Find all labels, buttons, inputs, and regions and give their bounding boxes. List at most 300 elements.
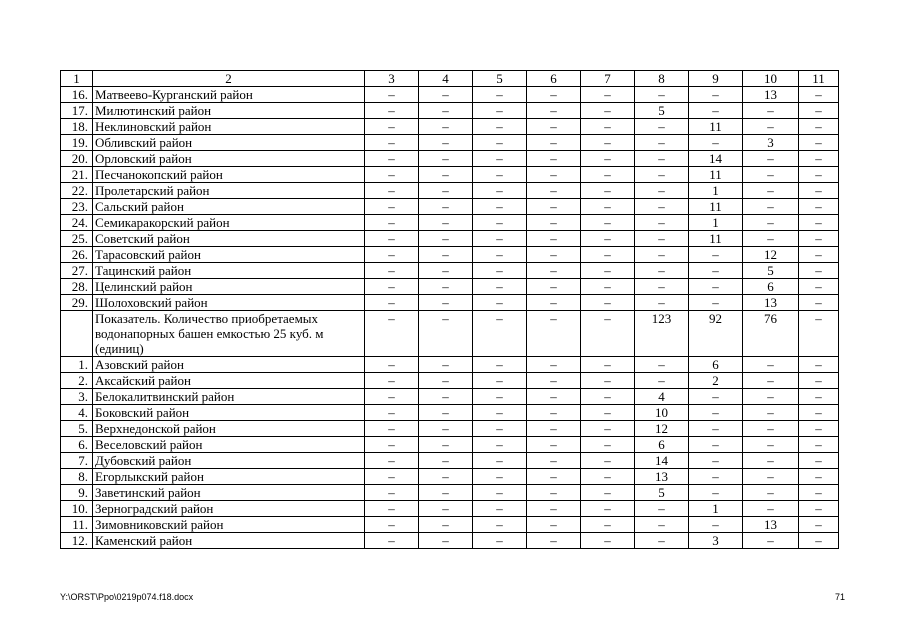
value-cell: – (689, 247, 743, 263)
table-row (61, 167, 839, 183)
value-cell: – (527, 453, 581, 469)
value-cell: – (527, 231, 581, 247)
indicator-row (61, 311, 839, 357)
value-cell: – (581, 357, 635, 373)
value-cell: – (635, 357, 689, 373)
value-cell: – (799, 263, 839, 279)
value-cell: – (419, 119, 473, 135)
value-cell: – (527, 389, 581, 405)
value-cell: – (473, 405, 527, 421)
value-cell: – (419, 263, 473, 279)
value-cell: – (689, 517, 743, 533)
value-cell: – (689, 279, 743, 295)
value-cell: – (635, 135, 689, 151)
value-cell: – (473, 167, 527, 183)
value-cell: 10 (635, 405, 689, 421)
value-cell: 76 (743, 311, 799, 357)
table-row (61, 279, 839, 295)
value-cell: – (743, 421, 799, 437)
row-number: 10. (61, 501, 93, 517)
table-row (61, 183, 839, 199)
value-cell: – (743, 231, 799, 247)
value-cell: – (365, 405, 419, 421)
value-cell: – (365, 311, 419, 357)
value-cell: – (365, 199, 419, 215)
value-cell: – (635, 215, 689, 231)
value-cell: 14 (635, 453, 689, 469)
value-cell: 13 (743, 87, 799, 103)
value-cell: – (581, 103, 635, 119)
value-cell: – (473, 437, 527, 453)
value-cell: 2 (689, 373, 743, 389)
value-cell: – (799, 103, 839, 119)
value-cell: – (473, 453, 527, 469)
district-name: Матвеево-Курганский район (93, 87, 365, 103)
value-cell: – (473, 215, 527, 231)
value-cell: 13 (743, 517, 799, 533)
row-number: 19. (61, 135, 93, 151)
value-cell: – (365, 485, 419, 501)
value-cell: – (635, 183, 689, 199)
value-cell: – (689, 437, 743, 453)
value-cell: – (581, 151, 635, 167)
value-cell: – (581, 453, 635, 469)
value-cell: – (527, 279, 581, 295)
district-name: Заветинский район (93, 485, 365, 501)
row-number: 5. (61, 421, 93, 437)
value-cell: – (581, 215, 635, 231)
value-cell: – (419, 357, 473, 373)
value-cell: – (419, 389, 473, 405)
value-cell: – (527, 373, 581, 389)
value-cell: – (581, 247, 635, 263)
value-cell: – (799, 231, 839, 247)
value-cell: – (635, 151, 689, 167)
value-cell: – (527, 183, 581, 199)
value-cell: – (527, 357, 581, 373)
value-cell: – (743, 501, 799, 517)
value-cell: – (743, 485, 799, 501)
header-cell: 3 (365, 71, 419, 87)
data-table (60, 70, 839, 549)
value-cell: – (799, 199, 839, 215)
value-cell: – (365, 357, 419, 373)
value-cell: – (635, 167, 689, 183)
value-cell: – (799, 517, 839, 533)
district-name: Шолоховский район (93, 295, 365, 311)
district-name: Зерноградский район (93, 501, 365, 517)
table-row (61, 517, 839, 533)
value-cell: – (581, 231, 635, 247)
value-cell: – (689, 263, 743, 279)
value-cell: – (581, 135, 635, 151)
table-row (61, 135, 839, 151)
district-name: Егорлыкский район (93, 469, 365, 485)
value-cell: – (689, 389, 743, 405)
table-row (61, 357, 839, 373)
district-name: Верхнедонской район (93, 421, 365, 437)
value-cell: 1 (689, 215, 743, 231)
value-cell: – (473, 357, 527, 373)
value-cell: – (419, 87, 473, 103)
value-cell: – (365, 183, 419, 199)
value-cell: – (799, 87, 839, 103)
value-cell: 11 (689, 199, 743, 215)
value-cell: – (581, 295, 635, 311)
table-row (61, 263, 839, 279)
value-cell: 13 (743, 295, 799, 311)
table-row (61, 119, 839, 135)
table-row (61, 485, 839, 501)
header-cell: 7 (581, 71, 635, 87)
value-cell: – (743, 199, 799, 215)
value-cell: – (635, 517, 689, 533)
value-cell: – (419, 231, 473, 247)
value-cell: – (689, 295, 743, 311)
value-cell: – (365, 437, 419, 453)
value-cell: – (419, 247, 473, 263)
value-cell: – (799, 389, 839, 405)
value-cell: – (419, 405, 473, 421)
value-cell: – (635, 247, 689, 263)
value-cell: – (799, 421, 839, 437)
value-cell: – (635, 199, 689, 215)
value-cell: – (473, 389, 527, 405)
table-row (61, 215, 839, 231)
value-cell: – (473, 263, 527, 279)
district-name: Зимовниковский район (93, 517, 365, 533)
row-number: 27. (61, 263, 93, 279)
district-name: Сальский район (93, 199, 365, 215)
table-row (61, 87, 839, 103)
value-cell: – (365, 453, 419, 469)
value-cell: – (365, 533, 419, 549)
value-cell: – (419, 373, 473, 389)
value-cell: – (419, 199, 473, 215)
value-cell: – (799, 247, 839, 263)
value-cell: – (527, 119, 581, 135)
value-cell: – (473, 183, 527, 199)
row-number: 3. (61, 389, 93, 405)
value-cell: – (365, 167, 419, 183)
value-cell: – (419, 469, 473, 485)
value-cell: – (473, 151, 527, 167)
value-cell: – (527, 405, 581, 421)
value-cell: – (799, 533, 839, 549)
value-cell: – (365, 87, 419, 103)
district-name: Семикаракорский район (93, 215, 365, 231)
table-row (61, 389, 839, 405)
header-cell: 5 (473, 71, 527, 87)
row-number: 8. (61, 469, 93, 485)
table-row (61, 533, 839, 549)
value-cell: – (635, 533, 689, 549)
value-cell: – (581, 311, 635, 357)
value-cell: – (743, 405, 799, 421)
value-cell: – (527, 501, 581, 517)
table-row (61, 405, 839, 421)
value-cell: – (799, 311, 839, 357)
footer-file-path: Y:\ORST\Ppo\0219p074.f18.docx (60, 592, 194, 602)
value-cell: – (419, 135, 473, 151)
district-name: Дубовский район (93, 453, 365, 469)
value-cell: – (689, 421, 743, 437)
value-cell: – (365, 517, 419, 533)
value-cell: 14 (689, 151, 743, 167)
district-name: Белокалитвинский район (93, 389, 365, 405)
row-number: 4. (61, 405, 93, 421)
value-cell: 5 (635, 485, 689, 501)
value-cell: 11 (689, 167, 743, 183)
value-cell: 1 (689, 183, 743, 199)
value-cell: – (473, 103, 527, 119)
value-cell: – (365, 103, 419, 119)
value-cell: – (527, 135, 581, 151)
value-cell: – (527, 167, 581, 183)
table-row (61, 247, 839, 263)
value-cell: – (527, 517, 581, 533)
row-number: 12. (61, 533, 93, 549)
value-cell: – (581, 533, 635, 549)
value-cell: 4 (635, 389, 689, 405)
row-number: 18. (61, 119, 93, 135)
value-cell: – (527, 437, 581, 453)
value-cell: 5 (743, 263, 799, 279)
value-cell: 6 (689, 357, 743, 373)
table-row (61, 501, 839, 517)
value-cell: – (365, 135, 419, 151)
district-name: Боковский район (93, 405, 365, 421)
value-cell: – (365, 469, 419, 485)
value-cell: – (419, 167, 473, 183)
value-cell: – (473, 501, 527, 517)
value-cell: – (473, 533, 527, 549)
table-row (61, 231, 839, 247)
value-cell: – (419, 437, 473, 453)
table-row (61, 199, 839, 215)
value-cell: – (743, 119, 799, 135)
value-cell: – (365, 263, 419, 279)
value-cell: – (635, 373, 689, 389)
value-cell: – (365, 279, 419, 295)
value-cell: – (799, 469, 839, 485)
value-cell: – (419, 103, 473, 119)
value-cell: – (419, 501, 473, 517)
value-cell: – (799, 183, 839, 199)
value-cell: – (799, 501, 839, 517)
value-cell: – (419, 453, 473, 469)
value-cell: – (473, 517, 527, 533)
district-name: Веселовский район (93, 437, 365, 453)
value-cell: – (689, 135, 743, 151)
value-cell: – (799, 279, 839, 295)
value-cell: – (581, 119, 635, 135)
value-cell: – (473, 279, 527, 295)
value-cell: – (799, 215, 839, 231)
value-cell: – (581, 183, 635, 199)
row-number: 24. (61, 215, 93, 231)
value-cell: – (689, 103, 743, 119)
value-cell: – (581, 87, 635, 103)
value-cell: – (743, 357, 799, 373)
value-cell: – (473, 469, 527, 485)
value-cell: 12 (743, 247, 799, 263)
row-number: 16. (61, 87, 93, 103)
value-cell: – (581, 469, 635, 485)
header-cell: 2 (93, 71, 365, 87)
value-cell: – (799, 119, 839, 135)
value-cell: 1 (689, 501, 743, 517)
value-cell: – (799, 167, 839, 183)
value-cell: – (799, 295, 839, 311)
value-cell: – (635, 295, 689, 311)
header-cell: 4 (419, 71, 473, 87)
value-cell: – (527, 469, 581, 485)
row-number: 22. (61, 183, 93, 199)
value-cell: – (689, 469, 743, 485)
value-cell: – (743, 183, 799, 199)
value-cell: – (799, 437, 839, 453)
value-cell: – (581, 405, 635, 421)
row-number: 9. (61, 485, 93, 501)
value-cell: – (799, 357, 839, 373)
value-cell: – (581, 389, 635, 405)
value-cell: 13 (635, 469, 689, 485)
value-cell: – (473, 485, 527, 501)
value-cell: – (365, 295, 419, 311)
value-cell: – (581, 263, 635, 279)
value-cell: – (799, 453, 839, 469)
value-cell: – (743, 533, 799, 549)
value-cell: – (743, 103, 799, 119)
value-cell: 92 (689, 311, 743, 357)
value-cell: – (799, 151, 839, 167)
value-cell: – (365, 501, 419, 517)
district-name: Целинский район (93, 279, 365, 295)
value-cell: 11 (689, 231, 743, 247)
value-cell: – (365, 231, 419, 247)
table-row (61, 453, 839, 469)
value-cell: – (635, 231, 689, 247)
table-row (61, 469, 839, 485)
value-cell: – (581, 485, 635, 501)
row-number: 25. (61, 231, 93, 247)
district-name: Каменский район (93, 533, 365, 549)
value-cell: – (581, 501, 635, 517)
value-cell: – (689, 485, 743, 501)
district-name: Тарасовский район (93, 247, 365, 263)
value-cell: 5 (635, 103, 689, 119)
value-cell: – (419, 421, 473, 437)
value-cell: – (365, 421, 419, 437)
value-cell: – (527, 199, 581, 215)
value-cell: – (743, 167, 799, 183)
row-number: 26. (61, 247, 93, 263)
value-cell: – (527, 103, 581, 119)
value-cell: – (743, 151, 799, 167)
value-cell: – (799, 485, 839, 501)
district-name: Песчанокопский район (93, 167, 365, 183)
header-cell: 9 (689, 71, 743, 87)
value-cell: – (581, 373, 635, 389)
value-cell: – (635, 87, 689, 103)
value-cell: – (743, 437, 799, 453)
value-cell: – (527, 485, 581, 501)
value-cell: 11 (689, 119, 743, 135)
row-number: 17. (61, 103, 93, 119)
value-cell: – (743, 215, 799, 231)
value-cell: – (527, 533, 581, 549)
table-row (61, 421, 839, 437)
value-cell: – (419, 279, 473, 295)
value-cell: – (473, 119, 527, 135)
value-cell: – (473, 295, 527, 311)
value-cell: – (365, 247, 419, 263)
value-cell: – (527, 247, 581, 263)
row-number: 6. (61, 437, 93, 453)
value-cell: – (581, 517, 635, 533)
table-row (61, 373, 839, 389)
value-cell: – (473, 231, 527, 247)
table-row (61, 295, 839, 311)
header-cell: 1 (61, 71, 93, 87)
value-cell: – (527, 215, 581, 231)
value-cell: 12 (635, 421, 689, 437)
value-cell: 6 (635, 437, 689, 453)
district-name: Милютинский район (93, 103, 365, 119)
value-cell: – (365, 215, 419, 231)
value-cell: 3 (743, 135, 799, 151)
district-name: Тацинский район (93, 263, 365, 279)
value-cell: – (743, 389, 799, 405)
value-cell: – (799, 405, 839, 421)
value-cell: – (473, 247, 527, 263)
value-cell: – (527, 263, 581, 279)
header-cell: 8 (635, 71, 689, 87)
row-number: 11. (61, 517, 93, 533)
value-cell: – (581, 279, 635, 295)
district-name: Показатель. Количество приобретаемых водонапорных башен емкостью 25 куб. м (единиц) (93, 311, 365, 357)
district-name: Неклиновский район (93, 119, 365, 135)
row-number: 23. (61, 199, 93, 215)
value-cell: – (635, 501, 689, 517)
row-number (61, 311, 93, 357)
row-number: 21. (61, 167, 93, 183)
value-cell: – (527, 87, 581, 103)
value-cell: – (419, 215, 473, 231)
value-cell: – (473, 421, 527, 437)
row-number: 1. (61, 357, 93, 373)
district-name: Орловский район (93, 151, 365, 167)
value-cell: – (689, 87, 743, 103)
value-cell: – (365, 389, 419, 405)
row-number: 20. (61, 151, 93, 167)
value-cell: – (581, 167, 635, 183)
value-cell: – (635, 263, 689, 279)
district-name: Аксайский район (93, 373, 365, 389)
value-cell: – (743, 469, 799, 485)
footer-page-number: 71 (834, 592, 845, 602)
district-name: Советский район (93, 231, 365, 247)
value-cell: – (635, 279, 689, 295)
value-cell: 3 (689, 533, 743, 549)
row-number: 2. (61, 373, 93, 389)
value-cell: – (419, 151, 473, 167)
value-cell: – (365, 119, 419, 135)
value-cell: – (365, 373, 419, 389)
value-cell: – (473, 311, 527, 357)
value-cell: – (743, 373, 799, 389)
